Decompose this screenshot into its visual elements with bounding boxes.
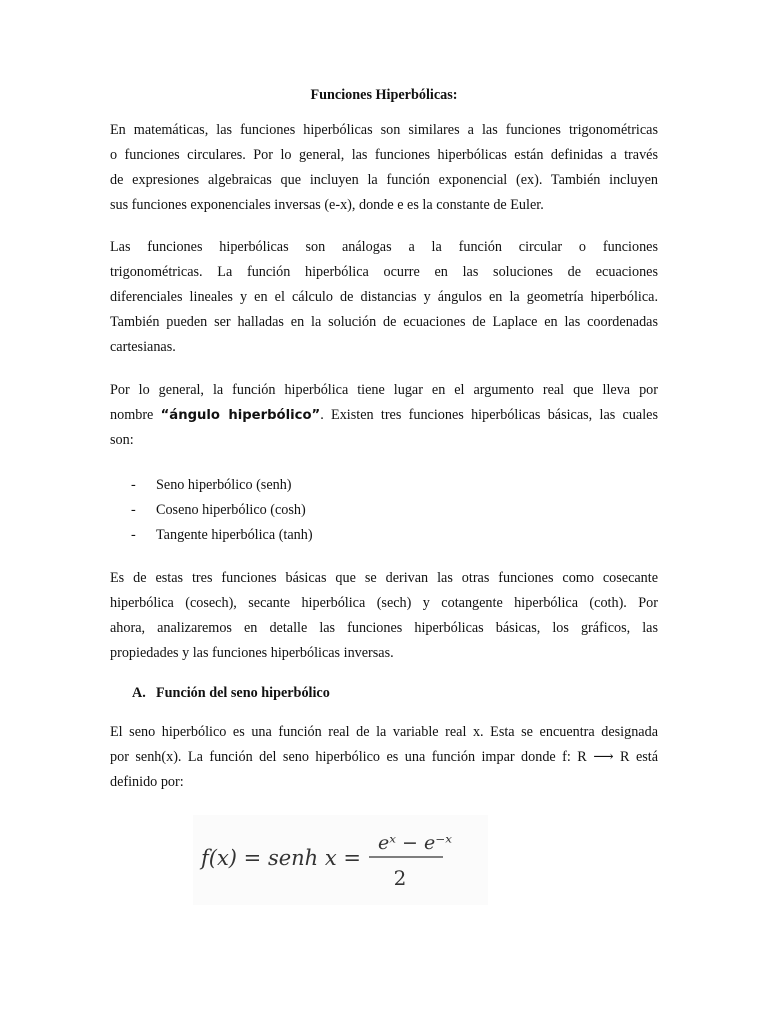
section-title: Función del seno hiperbólico — [156, 685, 330, 701]
formula-denominator: 2 — [393, 866, 407, 890]
text-line: o funciones circulares. Por lo general, las funciones hiperbólicas están definidas a través — [110, 147, 658, 163]
list-item — [131, 523, 313, 548]
paragraph-senh — [110, 720, 658, 795]
text-line: Las funciones hiperbólicas son análogas a la función circular o funciones — [110, 239, 658, 255]
text-line: hiperbólica (cosech), secante hiperbólica (sech) y cotangente hiperbólica (coth). Por — [110, 595, 658, 611]
text-line: El seno hiperbólico es una función real de la variable real x. Esta se encuentra designada — [110, 724, 658, 740]
basic-functions-list — [131, 473, 313, 548]
list-item-label: Seno hiperbólico (senh) — [156, 477, 292, 493]
paragraph-argument — [110, 378, 658, 453]
list-dash: - — [131, 527, 136, 543]
text-line — [110, 403, 658, 428]
list-item — [131, 498, 313, 523]
paragraph-derived — [110, 566, 658, 666]
formula-svg — [193, 815, 488, 905]
paragraph-analogy — [110, 235, 658, 360]
document-title: Funciones Hiperbólicas: — [310, 87, 458, 103]
text-line: definido por: — [110, 774, 184, 790]
text-line: cartesianas. — [110, 339, 176, 355]
text-line: sus funciones exponenciales inversas (e-x), donde e es la constante de Euler. — [110, 197, 544, 213]
text-line: trigonométricas. La función hiperbólica ocurre en las soluciones de ecuaciones — [110, 264, 658, 280]
text-line: diferenciales lineales y en el cálculo de distancias y ángulos en la geometría hiperbólica. — [110, 289, 658, 305]
paragraph-intro — [110, 118, 658, 218]
senh-formula-image — [193, 815, 488, 905]
list-item-label: Tangente hiperbólica (tanh) — [156, 527, 313, 543]
text-line: Es de estas tres funciones básicas que se derivan las otras funciones como cosecante — [110, 570, 658, 586]
text-line: son: — [110, 432, 134, 448]
list-dash: - — [131, 502, 136, 518]
list-dash: - — [131, 477, 136, 493]
text-line: ahora, analizaremos en detalle las funciones hiperbólicas básicas, los gráficos, las — [110, 620, 658, 636]
text-line: En matemáticas, las funciones hiperbólicas son similares a las funciones trigonométricas — [110, 122, 658, 138]
formula-lhs: f(x) = senh x = — [201, 846, 361, 870]
text-line: de expresiones algebraicas que incluyen la función exponencial (ex). También incluyen — [110, 172, 658, 188]
text-fragment: nombre — [110, 407, 161, 423]
section-heading-a — [132, 685, 330, 702]
text-fragment: . Existen tres funciones hiperbólicas básicas, las cuales — [320, 407, 658, 423]
section-marker: A. — [132, 685, 146, 701]
text-line: También pueden ser halladas en la solución de ecuaciones de Laplace en las coordenadas — [110, 314, 658, 330]
text-line: por senh(x). La función del seno hiperbólico es una función impar donde f: R ⟶ R está — [110, 749, 658, 765]
text-line: propiedades y las funciones hiperbólicas inversas. — [110, 645, 394, 661]
bold-term: “ángulo hiperbólico” — [160, 408, 321, 423]
formula-numerator: eˣ − e⁻ˣ — [377, 832, 453, 854]
list-item — [131, 473, 313, 498]
list-item-label: Coseno hiperbólico (cosh) — [156, 502, 306, 518]
text-line: Por lo general, la función hiperbólica tiene lugar en el argumento real que lleva por — [110, 382, 658, 398]
